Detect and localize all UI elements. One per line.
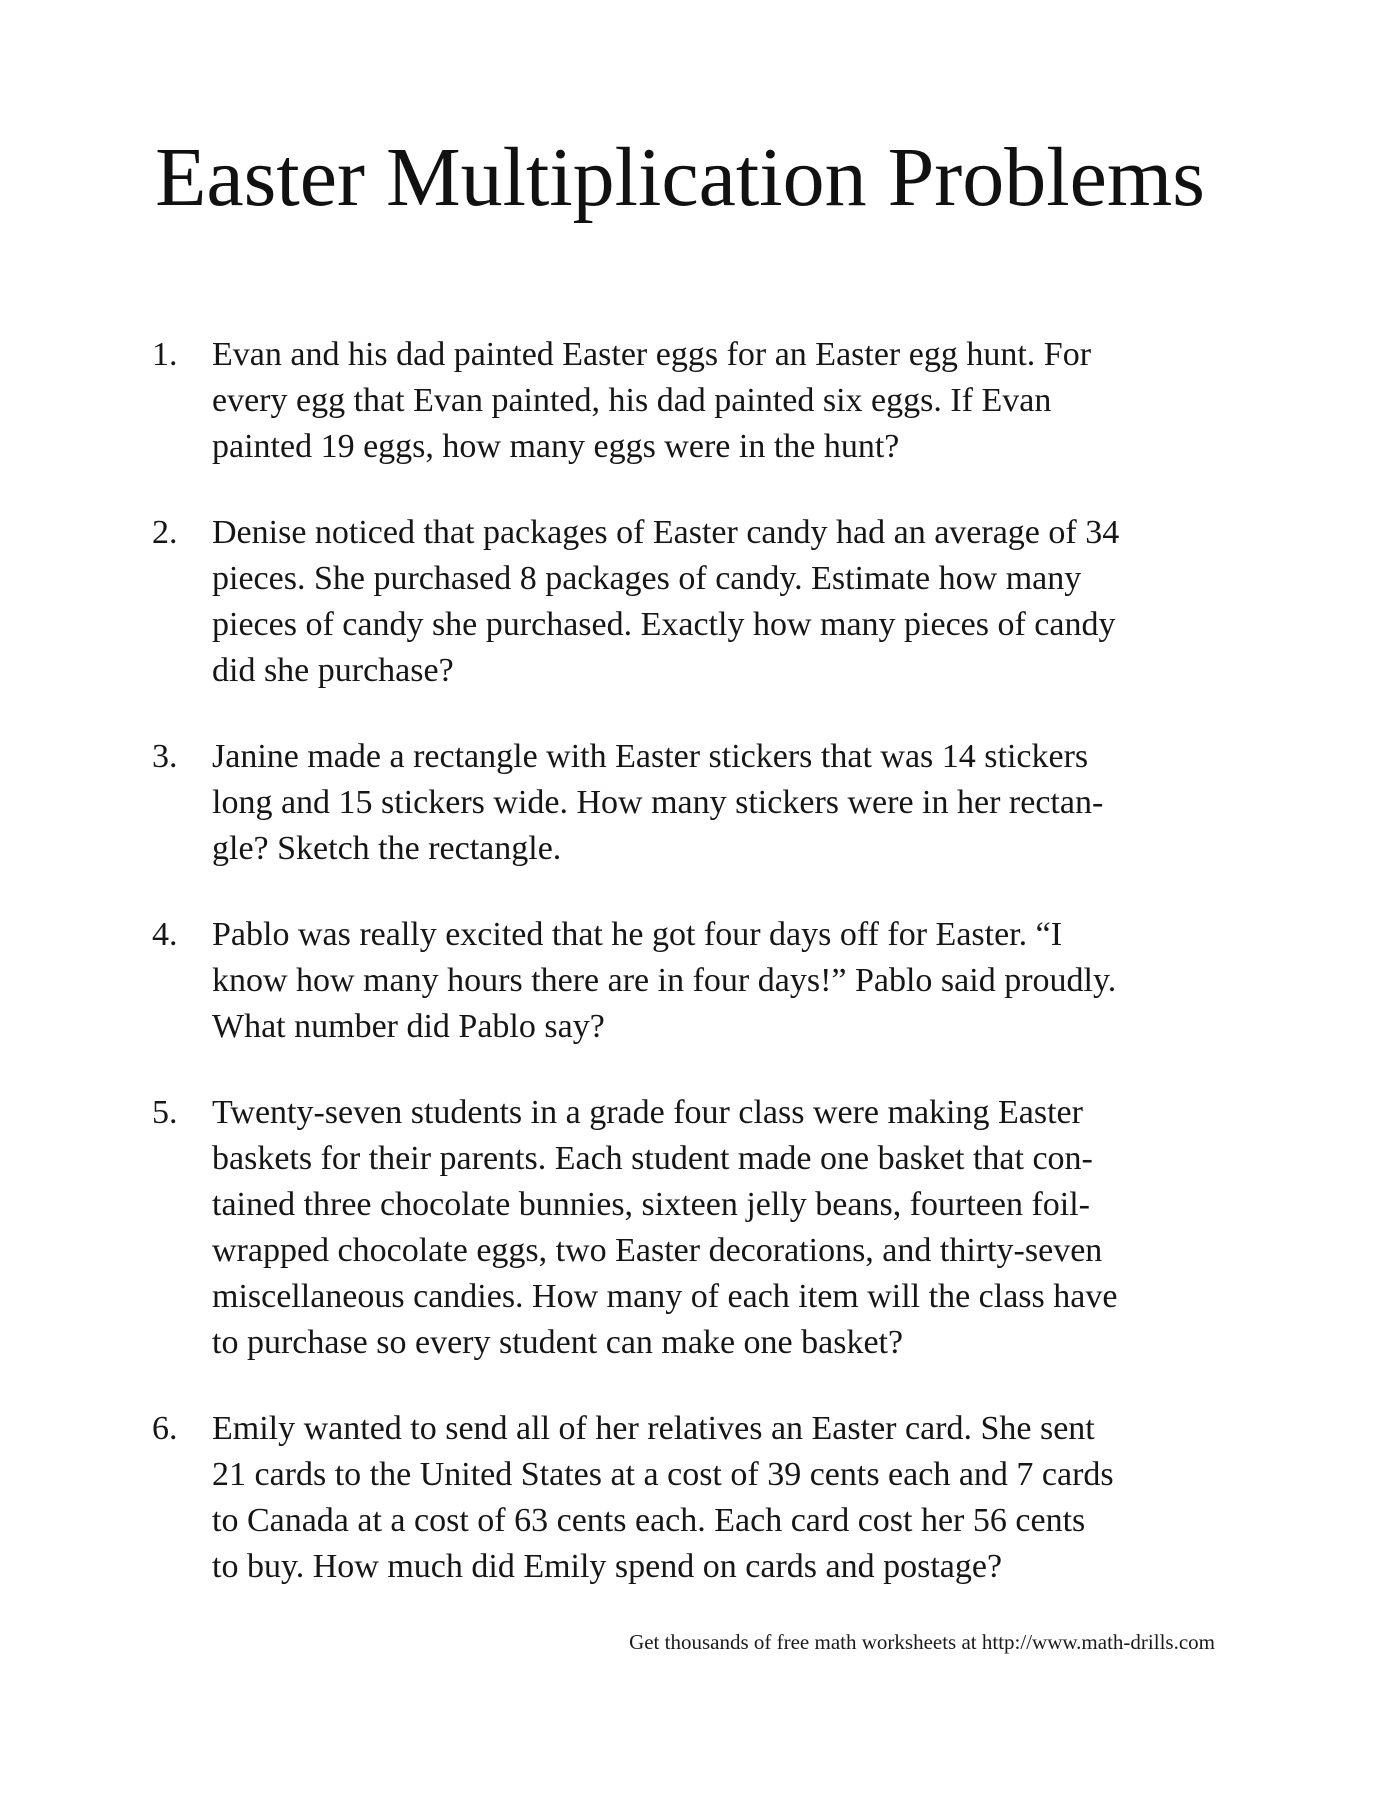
problem-line: What number did Pablo say?	[212, 1008, 605, 1045]
problem-line: 21 cards to the United States at a cost of 39 cents each and 7 cards	[212, 1456, 1114, 1493]
problem-number: 1.	[152, 336, 178, 373]
problem-text	[212, 734, 1103, 872]
problem-number: 2.	[152, 514, 178, 551]
problem-item-6	[145, 1406, 1215, 1590]
problem-item-4	[145, 912, 1215, 1050]
problem-line: Denise noticed that packages of Easter candy had an average of 34	[212, 514, 1120, 551]
problem-line: Emily wanted to send all of her relatives an Easter card. She sent	[212, 1410, 1095, 1447]
problem-item-2	[145, 510, 1215, 694]
problem-list	[145, 332, 1215, 1590]
problem-number: 6.	[152, 1410, 178, 1447]
problem-text	[212, 332, 1091, 470]
problem-text	[212, 510, 1119, 694]
problem-line: did she purchase?	[212, 652, 454, 689]
problem-line: to Canada at a cost of 63 cents each. Each card cost her 56 cents	[212, 1502, 1086, 1539]
problem-line: miscellaneous candies. How many of each item will the class have	[212, 1278, 1118, 1315]
problem-line: tained three chocolate bunnies, sixteen jelly beans, fourteen foil-	[212, 1186, 1091, 1223]
problem-line: wrapped chocolate eggs, two Easter decorations, and thirty-seven	[212, 1232, 1103, 1269]
problem-number: 4.	[152, 916, 178, 953]
problem-item-5	[145, 1090, 1215, 1366]
problem-text	[212, 1090, 1117, 1366]
problem-line: pieces. She purchased 8 packages of candy. Estimate how many	[212, 560, 1082, 597]
problem-text	[212, 912, 1116, 1050]
problem-line: Twenty-seven students in a grade four class were making Easter	[212, 1094, 1083, 1131]
problem-line: painted 19 eggs, how many eggs were in the hunt?	[212, 428, 900, 465]
problem-line: pieces of candy she purchased. Exactly how many pieces of candy	[212, 606, 1116, 643]
problem-line: gle? Sketch the rectangle.	[212, 830, 562, 867]
footer-credit: Get thousands of free math worksheets at http://www.math-drills.com	[629, 1630, 1215, 1654]
problem-line: baskets for their parents. Each student made one basket that con-	[212, 1140, 1093, 1177]
problem-line: to purchase so every student can make one basket?	[212, 1324, 904, 1361]
page-title: Easter Multiplication Problems	[155, 131, 1205, 224]
problem-text	[212, 1406, 1114, 1590]
problem-item-1	[145, 332, 1215, 470]
problem-item-3	[145, 734, 1215, 872]
problem-line: know how many hours there are in four days!” Pablo said proudly.	[212, 962, 1117, 999]
problem-line: long and 15 stickers wide. How many stickers were in her rectan-	[212, 784, 1104, 821]
problem-line: Janine made a rectangle with Easter stickers that was 14 stickers	[212, 738, 1089, 775]
problem-line: to buy. How much did Emily spend on cards and postage?	[212, 1548, 1003, 1585]
problem-number: 5.	[152, 1094, 178, 1131]
problem-line: Pablo was really excited that he got four days off for Easter. “I	[212, 916, 1063, 953]
problem-line: Evan and his dad painted Easter eggs for an Easter egg hunt. For	[212, 336, 1092, 373]
problem-number: 3.	[152, 738, 178, 775]
problem-line: every egg that Evan painted, his dad painted six eggs. If Evan	[212, 382, 1052, 419]
worksheet-content	[145, 0, 1215, 1655]
